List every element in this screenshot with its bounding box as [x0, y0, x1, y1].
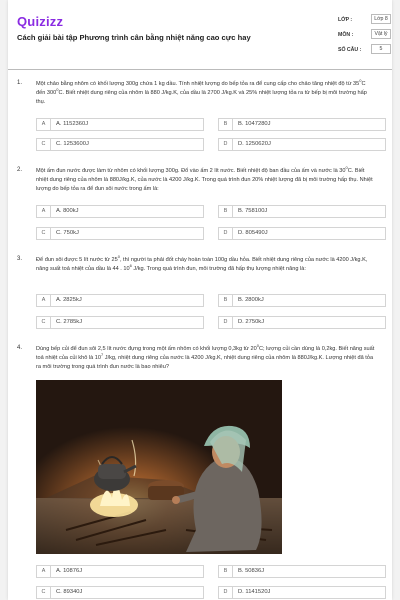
answer-option-a[interactable] [36, 118, 204, 131]
answer-option-b[interactable] [218, 565, 386, 578]
option-text: D. 805490J [238, 230, 268, 236]
answer-option-d[interactable] [218, 227, 386, 240]
option-text: D. 1141520J [238, 589, 271, 595]
option-letter: D [219, 139, 233, 150]
option-text: C. 2785kJ [56, 319, 83, 325]
answer-option-c[interactable] [36, 586, 204, 599]
option-letter: A [37, 119, 51, 130]
option-letter: D [219, 587, 233, 598]
option-text: A. 1152360J [56, 121, 89, 127]
question-number: 1. [17, 80, 23, 86]
question-number: 3. [17, 256, 23, 262]
option-text: D. 2750kJ [238, 319, 265, 325]
answer-option-c[interactable] [36, 138, 204, 151]
option-text: B. 2800kJ [238, 297, 264, 303]
option-letter: D [219, 228, 233, 239]
question-text: Để đun sôi được 5 lít nước từ $25^0$, thì người ta phải đốt cháy hoàn toàn 100g dầu hỏa. Biết nhiệt dung riêng của nước là 4200 J/kg.K, năng suất toả nhiệt của dầu là 44 . $10^6$ J/kg. Trong quá trình đun, môi trường đã hấp thụ lượng nhiệt năng là: [36, 254, 368, 272]
option-letter: C [37, 228, 51, 239]
answer-option-a[interactable] [36, 565, 204, 578]
option-text: A. 2825kJ [56, 297, 82, 303]
meta-label: SỐ CÂU : [338, 47, 362, 53]
answer-option-a[interactable] [36, 205, 204, 218]
meta-value-box: Lớp 8 [371, 14, 391, 24]
answer-option-b[interactable] [218, 118, 386, 131]
option-text: A. 10876J [56, 568, 83, 574]
question-number: 2. [17, 167, 23, 173]
option-text: A. 800kJ [56, 208, 79, 214]
worksheet-header [8, 0, 392, 70]
option-letter: A [37, 206, 51, 217]
answer-option-c[interactable] [36, 316, 204, 329]
answer-option-d[interactable] [218, 138, 386, 151]
option-text: B. 758100J [238, 208, 268, 214]
meta-value-box: Vật lý [371, 29, 391, 39]
option-text: C. 750kJ [56, 230, 79, 236]
option-letter: B [219, 119, 233, 130]
option-letter: A [37, 295, 51, 306]
question-number: 4. [17, 345, 23, 351]
meta-row-class [338, 13, 388, 28]
quizizz-logo[interactable]: Quizizz [17, 14, 64, 29]
answer-option-a[interactable] [36, 294, 204, 307]
option-letter: B [219, 206, 233, 217]
answer-option-d[interactable] [218, 586, 386, 599]
option-letter: C [37, 317, 51, 328]
answer-option-d[interactable] [218, 316, 386, 329]
meta-row-subject [338, 28, 388, 43]
worksheet-meta [338, 13, 388, 58]
answer-option-b[interactable] [218, 294, 386, 307]
meta-label: LỚP : [338, 17, 353, 23]
option-letter: B [219, 295, 233, 306]
option-text: B. 50836J [238, 568, 265, 574]
option-letter: A [37, 566, 51, 577]
question-4-photo [36, 380, 282, 554]
cooking-fire-illustration [36, 380, 282, 554]
question-text: Một chảo bằng nhôm có khối lượng 300g chứa 1 kg dầu. Tính nhiệt lượng do bếp tỏa ra để cung cấp cho chảo tăng nhiệt độ từ $35^0C$ đến $300^0C$. Biết nhiệt dung riêng của nhôm là 880 J/kg.K, của dầu là 2700 J/kg.K và 25% nhiệt lượng tỏa ra từ bếp bị môi trường hấp thụ. [36, 78, 367, 105]
page-title: Cách giải bài tập Phương trình cân bằng nhiệt năng cao cực hay [17, 33, 251, 42]
question-text: Một ấm đun nước được làm từ nhôm có khối lượng 300g. Đổ vào ấm 2 lít nước. Biết nhiệt độ ban đầu của ấm và nước là $30^0C$. Biết nhiệt dung riêng của nhôm là 880J/kg.K, của nước là 4200 J/kg.K. Trong quá trình đun 20% nhiệt lượng đã bị môi trường hấp thụ. Nhiệt lượng do bếp tỏa ra để đun sôi nước trong ấm là: [36, 165, 373, 192]
question-text: Dùng bếp củi để đun sôi 2,5 lít nước đựng trong một ấm nhôm có khối lượng 0,3kg từ $20^0C$; lượng củi cần dùng là 0,2kg. Biết năng suất toả nhiệt của củi khô là $10^7$ J/kg, nhiệt dung riêng của nước là 4200 J/kg.K, nhiệt dung riêng của nhôm là 880J/kg.K. Lượng nhiệt đã tỏa ra môi trường trong quá trình đun nước là bao nhiêu? [36, 343, 375, 370]
option-text: B. 1047280J [238, 121, 271, 127]
option-text: D. 1250620J [238, 141, 271, 147]
meta-row-count [338, 43, 388, 58]
worksheet-page [8, 0, 392, 600]
option-letter: B [219, 566, 233, 577]
option-letter: D [219, 317, 233, 328]
option-text: C. 89340J [56, 589, 83, 595]
option-text: C. 1253600J [56, 141, 89, 147]
option-letter: C [37, 587, 51, 598]
option-letter: C [37, 139, 51, 150]
answer-option-c[interactable] [36, 227, 204, 240]
meta-value-box: 5 [371, 44, 391, 54]
answer-option-b[interactable] [218, 205, 386, 218]
meta-label: MÔN : [338, 32, 354, 38]
